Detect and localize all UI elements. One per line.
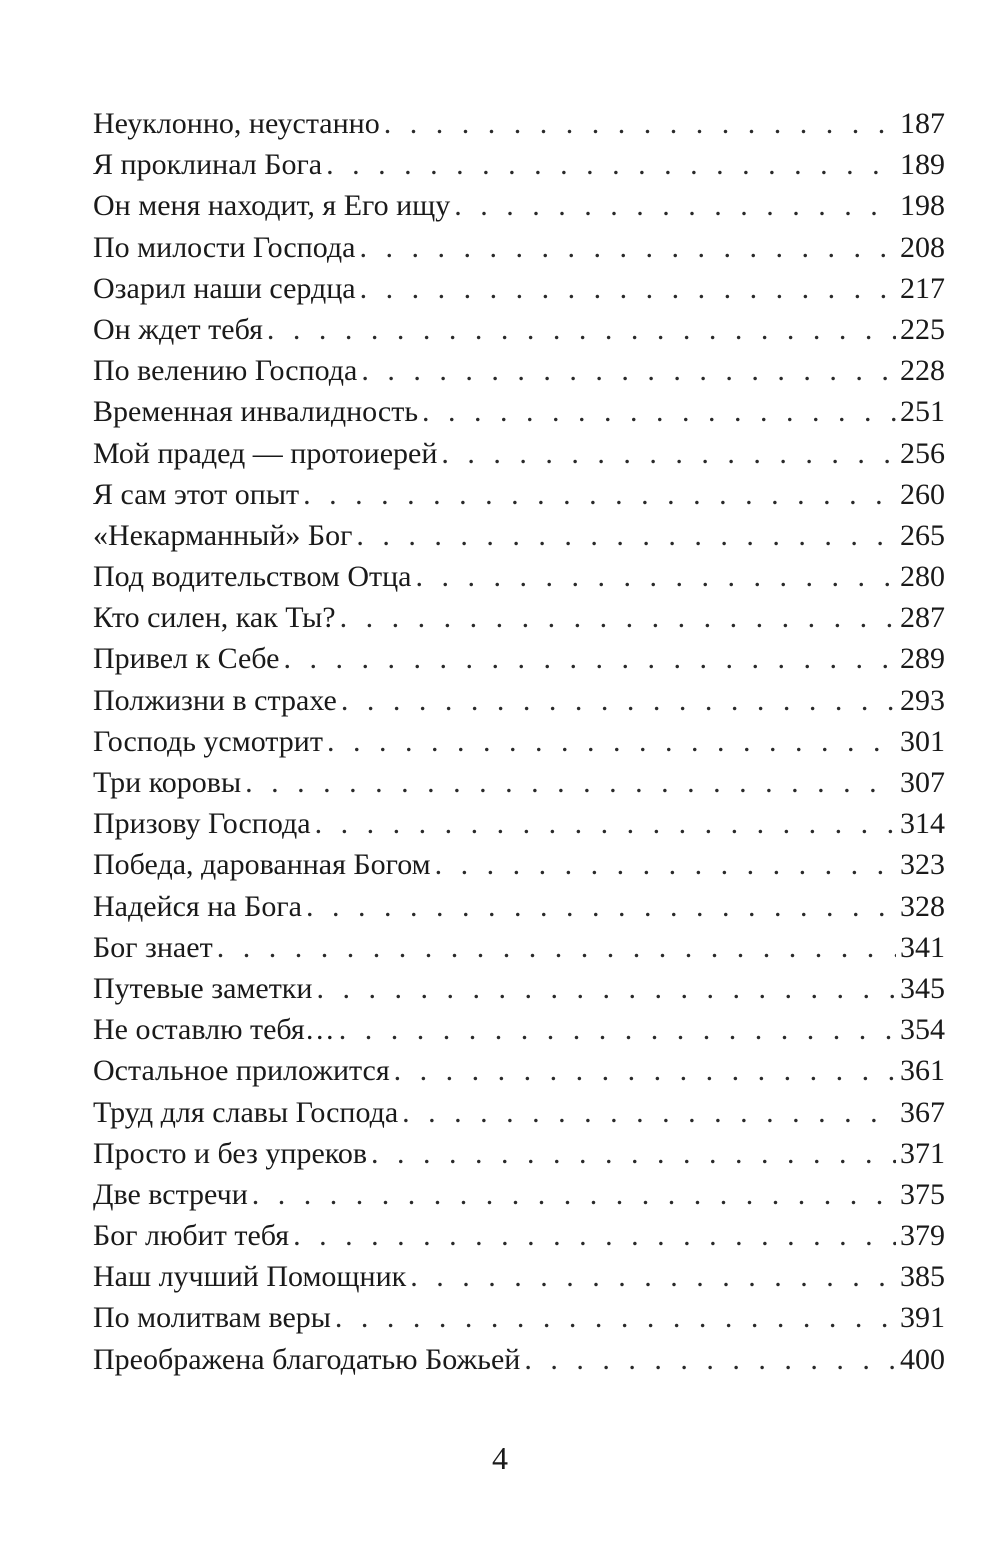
- entry-title: Привел к Себе: [93, 642, 280, 676]
- entry-page-number: 287: [900, 601, 945, 635]
- dot-leader: [245, 762, 896, 803]
- dot-leader: [327, 721, 896, 762]
- entry-page-number: 361: [900, 1054, 945, 1088]
- dot-leader: [371, 1133, 896, 1174]
- entry-page-number: 323: [900, 848, 945, 882]
- entry-page-number: 225: [900, 312, 945, 346]
- toc-entry: [93, 1009, 945, 1050]
- toc-entry: [93, 927, 945, 968]
- toc-entry: [93, 1133, 945, 1174]
- entry-page-number: 187: [900, 107, 945, 140]
- toc-entry: [93, 474, 945, 515]
- toc-entry: [93, 1174, 945, 1215]
- entry-title: Я сам этот опыт: [93, 477, 300, 511]
- entry-title: Наш лучший Помощник: [93, 1260, 407, 1294]
- entry-page-number: 256: [900, 436, 945, 470]
- entry-title: Призову Господа: [93, 807, 311, 841]
- dot-leader: [335, 1297, 896, 1338]
- entry-title: Две встречи: [93, 1177, 248, 1211]
- toc-entry: [93, 680, 945, 721]
- entry-title: Полжизни в страхе: [93, 683, 337, 717]
- toc-entry: [93, 721, 945, 762]
- entry-page-number: 307: [900, 766, 945, 799]
- entry-title: Победа, дарованная Богом: [93, 848, 431, 882]
- toc-entry: [93, 762, 945, 803]
- toc-entry: [93, 968, 945, 1009]
- entry-title: Я проклинал Бога: [93, 148, 323, 182]
- entry-page-number: 260: [900, 477, 945, 511]
- entry-page-number: 301: [900, 724, 945, 758]
- dot-leader: [402, 1092, 896, 1133]
- dot-leader: [360, 268, 896, 309]
- toc-entry: [93, 1050, 945, 1091]
- entry-title: Три коровы: [93, 766, 242, 799]
- entry-page-number: 367: [900, 1095, 945, 1129]
- entry-title: По молитвам веры: [93, 1301, 331, 1335]
- dot-leader: [435, 844, 896, 885]
- entry-page-number: 345: [900, 971, 945, 1005]
- toc-entry: [93, 350, 945, 391]
- dot-leader: [293, 1215, 896, 1256]
- entry-page-number: 189: [900, 148, 945, 182]
- toc-entry: [93, 556, 945, 597]
- entry-title: Господь усмотрит: [93, 724, 323, 758]
- toc-entry: [93, 844, 945, 885]
- toc-entry: [93, 433, 945, 474]
- toc-entry: [93, 1092, 945, 1133]
- toc-entry: [93, 886, 945, 927]
- toc-entry: [93, 391, 945, 432]
- entry-page-number: 375: [900, 1177, 945, 1211]
- dot-leader: [217, 927, 896, 968]
- dot-leader: [306, 886, 896, 927]
- toc-entry: [93, 1215, 945, 1256]
- toc-entry: [93, 1339, 945, 1380]
- dot-leader: [410, 1256, 896, 1297]
- toc-entry: [93, 185, 945, 226]
- toc-entry: [93, 515, 945, 556]
- entry-page-number: 314: [900, 807, 945, 841]
- entry-title: Путевые заметки: [93, 971, 313, 1005]
- dot-leader: [441, 433, 896, 474]
- entry-title: Он ждет тебя: [93, 312, 263, 346]
- entry-title: Не оставлю тебя…: [93, 1013, 335, 1047]
- toc-entry: [93, 1297, 945, 1338]
- dot-leader: [416, 556, 896, 597]
- toc-entry: [93, 103, 945, 144]
- dot-leader: [454, 185, 896, 226]
- entry-title: Просто и без упреков: [93, 1136, 367, 1170]
- entry-page-number: 371: [900, 1136, 945, 1170]
- entry-page-number: 251: [900, 395, 945, 429]
- entry-page-number: 354: [900, 1013, 945, 1047]
- toc-entry: [93, 803, 945, 844]
- entry-title: Неуклонно, неустанно: [93, 107, 380, 140]
- entry-title: Временная инвалидность: [93, 395, 419, 429]
- dot-leader: [384, 103, 896, 144]
- toc-entry: [93, 1256, 945, 1297]
- toc-entry: [93, 638, 945, 679]
- entry-title: Остальное приложится: [93, 1054, 390, 1088]
- toc-entry: [93, 309, 945, 350]
- entry-page-number: 328: [900, 889, 945, 923]
- entry-page-number: 280: [900, 560, 945, 594]
- entry-page-number: 379: [900, 1219, 945, 1253]
- entry-page-number: 293: [900, 683, 945, 717]
- entry-page-number: 198: [900, 189, 945, 223]
- entry-page-number: 228: [900, 354, 945, 388]
- dot-leader: [394, 1050, 896, 1091]
- dot-leader: [315, 803, 896, 844]
- entry-title: Под водительством Отца: [93, 560, 412, 594]
- entry-title: Он меня находит, я Его ищу: [93, 189, 451, 223]
- dot-leader: [303, 474, 896, 515]
- table-of-contents: [93, 103, 945, 1380]
- page-number: 4: [492, 1440, 508, 1476]
- toc-entry: [93, 597, 945, 638]
- entry-page-number: 217: [900, 271, 945, 305]
- dot-leader: [341, 680, 896, 721]
- entry-title: «Некарманный» Бог: [93, 518, 353, 552]
- dot-leader: [252, 1174, 896, 1215]
- dot-leader: [361, 350, 896, 391]
- dot-leader: [340, 597, 896, 638]
- entry-title: Труд для славы Господа: [93, 1095, 399, 1129]
- toc-entry: [93, 144, 945, 185]
- entry-page-number: 289: [900, 642, 945, 676]
- entry-title: Надейся на Бога: [93, 889, 302, 923]
- toc-entry: [93, 268, 945, 309]
- dot-leader: [316, 968, 896, 1009]
- entry-title: Преображена благодатью Божьей: [93, 1342, 521, 1376]
- toc-entry: [93, 227, 945, 268]
- entry-page-number: 391: [900, 1301, 945, 1335]
- entry-title: Озарил наши сердца: [93, 271, 356, 305]
- entry-title: По велению Господа: [93, 354, 358, 388]
- entry-page-number: 385: [900, 1260, 945, 1294]
- dot-leader: [356, 515, 896, 556]
- dot-leader: [267, 309, 896, 350]
- dot-leader: [359, 227, 896, 268]
- dot-leader: [339, 1009, 896, 1050]
- entry-title: Бог знает: [93, 930, 213, 964]
- entry-page-number: 400: [900, 1342, 945, 1376]
- dot-leader: [524, 1339, 896, 1380]
- entry-title: Кто силен, как Ты?: [93, 601, 336, 635]
- entry-page-number: 208: [900, 230, 945, 264]
- entry-title: Мой прадед — протоиерей: [93, 436, 438, 470]
- dot-leader: [422, 391, 896, 432]
- entry-title: Бог любит тебя: [93, 1219, 290, 1253]
- dot-leader: [326, 144, 896, 185]
- dot-leader: [283, 638, 896, 679]
- entry-page-number: 265: [900, 518, 945, 552]
- entry-title: По милости Господа: [93, 230, 356, 264]
- entry-page-number: 341: [900, 930, 945, 964]
